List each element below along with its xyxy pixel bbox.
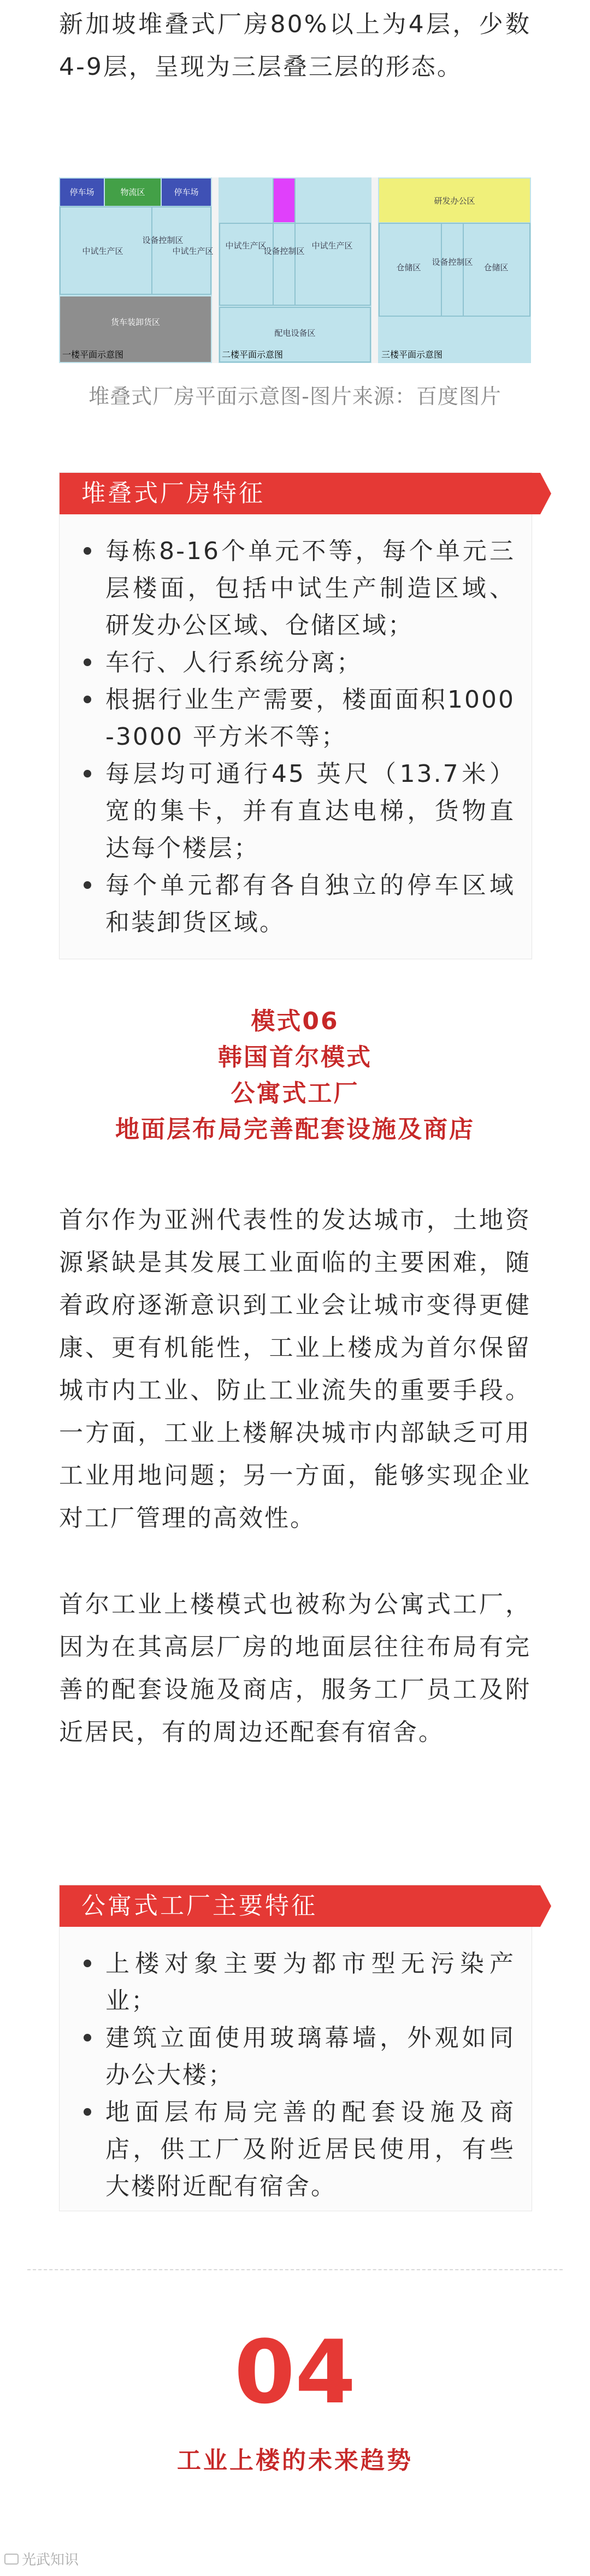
features-card-stacked — [59, 472, 532, 959]
feature-list — [79, 533, 515, 941]
card-title: 堆叠式厂房特征 — [60, 473, 540, 514]
floor-plan-diagram — [59, 177, 531, 363]
list-item: 根据行业生产需要，楼面面积1000 -3000 平方米不等； — [79, 681, 515, 756]
list-item: 建筑立面使用玻璃幕墙，外观如同办公大楼； — [79, 2020, 515, 2094]
label-rd-office: 研发办公区 — [434, 196, 475, 206]
floor-plan-panel-1 — [59, 177, 214, 363]
seoul-paragraph-1: 首尔作为亚洲代表性的发达城市，土地资源紧缺是其发展工业面临的主要困难，随着政府逐渐意识到工业会让城市变得更健康、更有机能性，工业上楼成为首尔保留城市内工业、防止工业流失的重要手段。一方面，工业上楼解决城市内部缺乏可用工业用地问题；另一方面，能够实现企业对工厂管理的高效性。 — [59, 1206, 531, 1532]
label-logistics: 物流区 — [120, 187, 145, 197]
card-title: 公寓式工厂主要特征 — [60, 1885, 540, 1927]
title-tab-arrow — [540, 473, 551, 514]
section-number: 04 — [234, 2321, 356, 2423]
section-divider — [27, 2269, 563, 2270]
list-item: 每个单元都有各自独立的停车区域和装卸货区域。 — [79, 867, 515, 941]
label-storage-2: 仓储区 — [483, 263, 509, 272]
label-power: 配电设备区 — [274, 328, 316, 338]
intro-paragraph: 新加坡堆叠式厂房80%以上为4层，少数4-9层，呈现为三层叠三层的形态。 — [59, 10, 531, 81]
list-item: 每栋8-16个单元不等，每个单元三层楼面，包括中试生产制造区域、研发办公区域、仓储区域； — [79, 533, 515, 644]
title-tab-arrow — [540, 1885, 551, 1927]
mode-type: 公寓式工厂 — [231, 1079, 359, 1107]
mode-heading — [0, 1004, 590, 1148]
label-floor-2: 二楼平面示意图 — [222, 349, 284, 360]
label-floor-3: 三楼平面示意图 — [381, 349, 443, 360]
label-pilot-2: 中试生产区 — [172, 246, 214, 256]
watermark: 光武知识 — [4, 2549, 79, 2569]
feature-list — [79, 1945, 515, 2205]
video-icon — [4, 2554, 19, 2565]
figure-caption: 堆叠式厂房平面示意图-图片来源：百度图片 — [88, 384, 502, 408]
label-truck-area: 货车装卸货区 — [110, 317, 161, 327]
label-storage-1: 仓储区 — [396, 263, 421, 272]
label-parking-2: 停车场 — [174, 187, 199, 197]
label-equipment-3: 设备控制区 — [432, 257, 473, 267]
label-pilot-4: 中试生产区 — [311, 241, 353, 251]
mode-name: 韩国首尔模式 — [218, 1043, 372, 1071]
mode-number: 模式06 — [251, 1007, 339, 1035]
floor-plan-panel-2 — [219, 177, 371, 363]
label-pilot-1: 中试生产区 — [82, 246, 123, 256]
floor-plan-figure — [59, 177, 531, 363]
list-item: 上楼对象主要为都市型无污染产业； — [79, 1945, 515, 2020]
label-pilot-3: 中试生产区 — [225, 241, 267, 251]
list-item: 每层均可通行45 英尺（13.7米）宽的集卡，并有直达电梯，货物直达每个楼层； — [79, 756, 515, 867]
features-card-apartment — [59, 1885, 532, 2211]
list-item: 车行、人行系统分离； — [79, 644, 515, 681]
mode-desc: 地面层布局完善配套设施及商店 — [115, 1115, 475, 1143]
label-equipment-2: 设备控制区 — [263, 246, 305, 256]
label-floor-1: 一楼平面示意图 — [62, 349, 124, 360]
list-item: 地面层布局完善的配套设施及商店，供工厂及附近居民使用，有些大楼附近配有宿舍。 — [79, 2094, 515, 2205]
section-title: 工业上楼的未来趋势 — [177, 2447, 413, 2474]
seoul-paragraph-2: 首尔工业上楼模式也被称为公寓式工厂，因为在其高层厂房的地面层往往布局有完善的配套设施及商店，服务工厂员工及附近居民，有的周边还配套有宿舍。 — [59, 1590, 531, 1746]
label-parking-1: 停车场 — [69, 187, 95, 197]
label-equipment-1: 设备控制区 — [142, 235, 184, 245]
floor-plan-panel-3 — [378, 177, 531, 363]
